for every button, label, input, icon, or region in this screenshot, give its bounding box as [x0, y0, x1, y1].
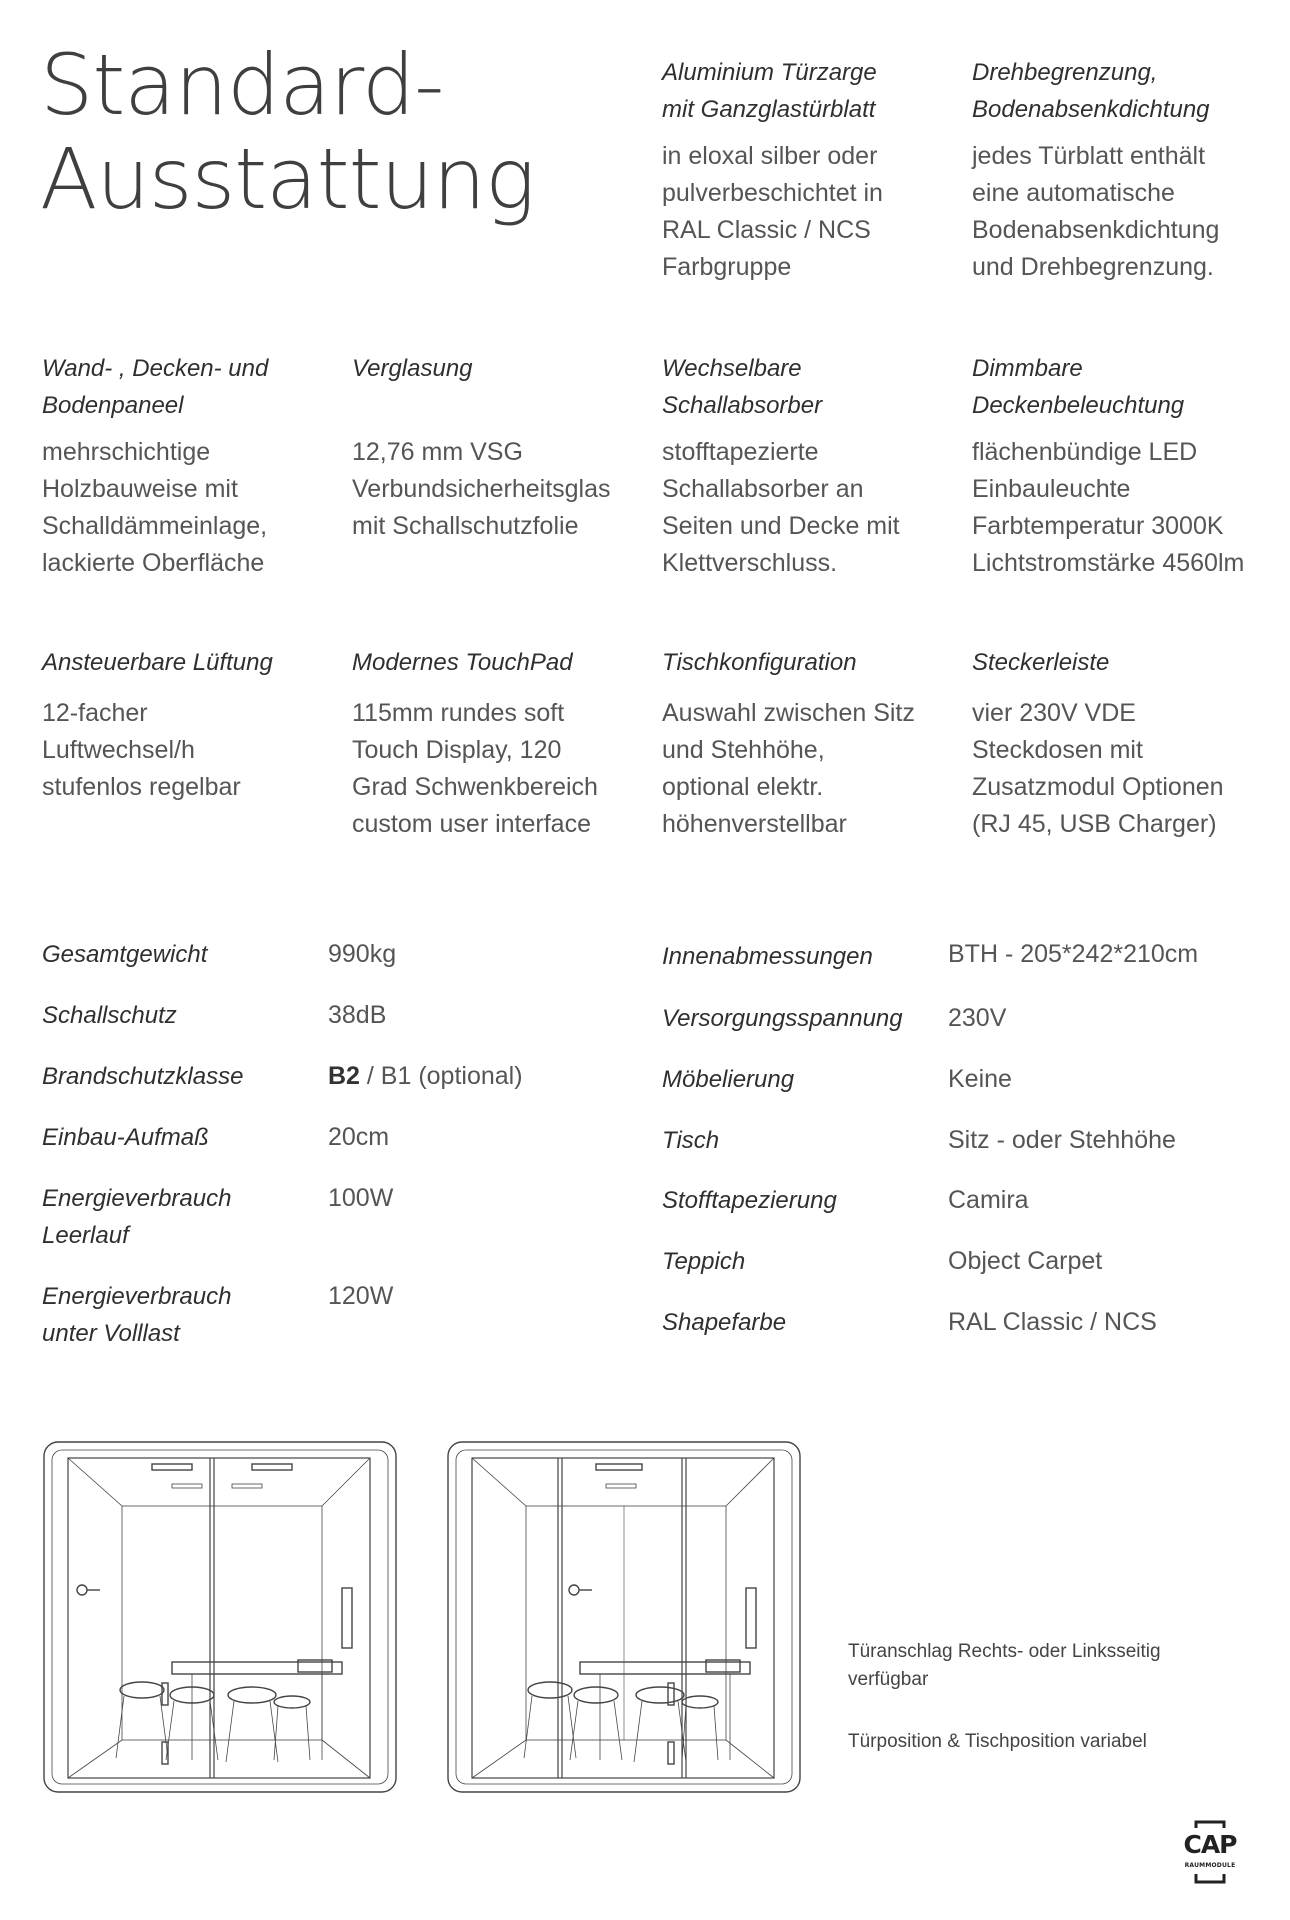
- bar-stool: [228, 1687, 276, 1703]
- spec-key: Teppich: [662, 1248, 746, 1275]
- feature-body-line: und Drehbegrenzung.: [972, 253, 1214, 281]
- feature-body-line: mehrschichtige: [42, 438, 211, 466]
- page-title-line-1: Standard-: [40, 36, 444, 134]
- feature-door-frame: [662, 54, 962, 286]
- feature-body-line: Steckdosen mit: [972, 736, 1143, 764]
- booth-drawing-small: [446, 1440, 802, 1796]
- feature-body-line: jedes Türblatt enthält: [972, 142, 1206, 170]
- feature-body-line: Holzbauweise mit: [42, 475, 238, 503]
- feature-body-line: RAL Classic / NCS: [662, 216, 871, 244]
- feature-lighting: [972, 350, 1272, 582]
- bar-stool: [636, 1687, 684, 1703]
- feature-body-line: Verbundsicherheitsglas: [352, 475, 611, 503]
- door-hinge: [162, 1683, 168, 1705]
- feature-heading: Wand- , Decken- und: [42, 355, 269, 382]
- feature-touchpad: [352, 644, 652, 843]
- booth-drawing-large: [42, 1440, 398, 1796]
- feature-body-line: flächenbündige LED: [972, 438, 1198, 466]
- feature-body-line: 12-facher: [42, 699, 148, 727]
- spec-key: Einbau-Aufmaß: [42, 1124, 209, 1151]
- spec-key: Stofftapezierung: [662, 1187, 837, 1214]
- booth-inner-outline: [52, 1450, 388, 1784]
- feature-table-config: [662, 644, 962, 843]
- spec-key-line: Energieverbrauch: [42, 1283, 232, 1310]
- feature-body-line: vier 230V VDE: [972, 699, 1136, 727]
- bar-stool: [274, 1696, 310, 1708]
- bar-stool: [682, 1696, 718, 1708]
- ceiling-light: [152, 1464, 192, 1470]
- spec-value: RAL Classic / NCS: [948, 1308, 1157, 1336]
- feature-heading: Aluminium Türzarge: [662, 59, 877, 86]
- feature-body-line: Luftwechsel/h: [42, 736, 195, 764]
- feature-body-line: und Stehhöhe,: [662, 736, 825, 764]
- door-note-line: verfügbar: [848, 1669, 929, 1690]
- spec-key: Brandschutzklasse: [42, 1063, 244, 1090]
- ceiling-light: [596, 1464, 642, 1470]
- feature-body-line: Auswahl zwischen Sitz: [662, 699, 915, 727]
- spec-key-line: Energieverbrauch: [42, 1185, 232, 1212]
- feature-body-line: Seiten und Decke mit: [662, 512, 900, 540]
- feature-body-line: optional elektr.: [662, 773, 824, 801]
- spec-key: Gesamtgewicht: [42, 941, 208, 968]
- feature-heading: Schallabsorber: [662, 392, 823, 419]
- feature-body-line: (RJ 45, USB Charger): [972, 810, 1217, 838]
- page-title: [40, 38, 534, 226]
- feature-heading: Wechselbare: [662, 355, 802, 382]
- touchpad-panel: [342, 1588, 352, 1648]
- feature-ventilation: [42, 644, 342, 806]
- bar-stool: [574, 1687, 618, 1703]
- feature-heading: Ansteuerbare Lüftung: [42, 649, 273, 676]
- feature-body-line: Zusatzmodul Optionen: [972, 773, 1224, 801]
- feature-rotation-limit: [972, 54, 1272, 286]
- logo-text: CAP: [1183, 1830, 1237, 1859]
- spec-value: 100W: [328, 1184, 394, 1212]
- spec-value: Sitz - oder Stehhöhe: [948, 1126, 1176, 1154]
- spec-value: 230V: [948, 1004, 1007, 1032]
- feature-heading: [352, 387, 652, 424]
- feature-body-line: Schallabsorber an: [662, 475, 864, 503]
- spec-key: Innenabmessungen: [662, 943, 873, 970]
- spec-key: Möbelierung: [662, 1066, 795, 1093]
- spec-value: 120W: [328, 1282, 394, 1310]
- bar-stool: [528, 1682, 572, 1698]
- position-note: Türposition & Tischposition variabel: [848, 1731, 1147, 1752]
- door-handle-icon: [569, 1585, 579, 1595]
- door-note-line: Türanschlag Rechts- oder Linksseitig: [848, 1641, 1161, 1662]
- door-handle-icon: [77, 1585, 87, 1595]
- spec-value: [328, 1058, 523, 1095]
- feature-glazing: [352, 350, 652, 545]
- feature-body-line: lackierte Oberfläche: [42, 549, 265, 577]
- spec-value: Object Carpet: [948, 1247, 1103, 1275]
- feature-body-line: Farbtemperatur 3000K: [972, 512, 1224, 540]
- feature-heading: Verglasung: [352, 355, 473, 382]
- booth-back-wall: [122, 1506, 322, 1740]
- feature-body-line: stofftapezierte: [662, 438, 819, 466]
- feature-panels: [42, 350, 342, 582]
- feature-body-line: Lichtstromstärke 4560lm: [972, 549, 1245, 577]
- feature-body-line: 12,76 mm VSG: [352, 438, 523, 466]
- bar-stool: [120, 1682, 164, 1698]
- touchpad-panel: [746, 1588, 756, 1648]
- feature-heading: Dimmbare: [972, 355, 1083, 382]
- feature-body-line: Klettverschluss.: [662, 549, 838, 577]
- spec-value: Keine: [948, 1065, 1012, 1093]
- feature-heading: Drehbegrenzung,: [972, 59, 1158, 86]
- spec-key: Shapefarbe: [662, 1309, 787, 1336]
- feature-heading: Steckerleiste: [972, 649, 1110, 676]
- feature-heading: Deckenbeleuchtung: [972, 392, 1185, 419]
- spec-key: [42, 1180, 342, 1254]
- feature-body-line: Farbgruppe: [662, 253, 792, 281]
- feature-power-strip: [972, 644, 1272, 843]
- spec-value: 990kg: [328, 940, 397, 968]
- feature-body-line: Bodenabsenkdichtung: [972, 216, 1220, 244]
- feature-body-line: höhenverstellbar: [662, 810, 847, 838]
- door-hinge: [668, 1742, 674, 1764]
- spec-value: BTH - 205*242*210cm: [948, 940, 1199, 968]
- feature-heading: Bodenabsenkdichtung: [972, 96, 1210, 123]
- spec-value-bold: B2: [328, 1062, 360, 1090]
- booth-back-wall: [526, 1506, 726, 1740]
- door-note: [848, 1638, 1188, 1694]
- feature-heading: Bodenpaneel: [42, 392, 184, 419]
- page-title-line-2: Ausstattung: [40, 130, 535, 228]
- feature-body-line: 115mm rundes soft: [352, 699, 565, 727]
- feature-heading: mit Ganzglastürblatt: [662, 96, 876, 123]
- spec-value: 20cm: [328, 1123, 390, 1151]
- spec-value-rest: / B1 (optional): [359, 1062, 523, 1090]
- feature-heading: Tischkonfiguration: [662, 649, 857, 676]
- feature-body-line: eine automatische: [972, 179, 1175, 207]
- spec-key: Tisch: [662, 1127, 720, 1154]
- feature-absorbers: [662, 350, 962, 582]
- feature-body-line: custom user interface: [352, 810, 591, 838]
- feature-body-line: Touch Display, 120: [352, 736, 562, 764]
- logo-subtext: RAUMMODULE: [1184, 1862, 1236, 1869]
- cap-logo: [1182, 1818, 1238, 1890]
- spec-value: Camira: [948, 1186, 1029, 1214]
- spec-key: Versorgungsspannung: [662, 1005, 903, 1032]
- feature-body-line: in eloxal silber oder: [662, 142, 878, 170]
- spec-key-line: Leerlauf: [42, 1222, 129, 1249]
- spec-key: Schallschutz: [42, 1002, 177, 1029]
- feature-body-line: Einbauleuchte: [972, 475, 1131, 503]
- ceiling-light: [252, 1464, 292, 1470]
- booth-outline: [44, 1442, 396, 1792]
- feature-body-line: pulverbeschichtet in: [662, 179, 883, 207]
- spec-value: 38dB: [328, 1001, 387, 1029]
- spec-key: [42, 1278, 342, 1352]
- feature-body-line: Schalldämmeinlage,: [42, 512, 268, 540]
- feature-heading: Modernes TouchPad: [352, 649, 573, 676]
- feature-body-line: stufenlos regelbar: [42, 773, 241, 801]
- feature-body-line: mit Schallschutzfolie: [352, 512, 579, 540]
- spec-key-line: unter Volllast: [42, 1320, 180, 1347]
- feature-body-line: Grad Schwenkbereich: [352, 773, 598, 801]
